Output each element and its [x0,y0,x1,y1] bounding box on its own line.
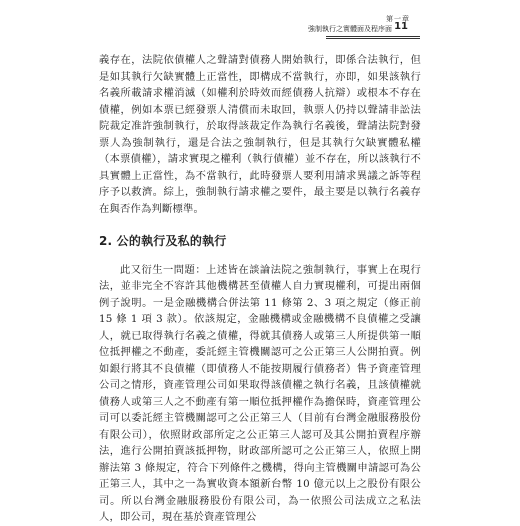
chapter-subtitle: 強制執行之實體面及程序面 [308,25,392,33]
section-heading: 2. 公的執行及私的執行 [99,234,227,248]
page-number: 11 [394,21,408,32]
chapter-label: 第一章 [386,15,410,23]
body-paragraph-1: 義存在，法院依債權人之聲請對債務人開始執行，即係合法執行，但是如其執行欠缺實體上正當性，即構成不當執行，亦即，如果該執行名義所載請求權消滅（如權利於時效而經債務人抗辯）或根本不存在債權，例如本票已經發票人清償而未取回，執票人仍持以聲請非訟法院裁定准許強制執行，於取得該裁定作為執行名義後，聲請法院對發票人為強制執行，還是合法之強制執行，但是其執行欠缺實體私權（本票債權），請求實現之權利（執行債權）並不存在，所以該執行不具實體上正當性，為不當執行，此時發票人要利用請求異議之訴等程序予以救濟。綜上，強制執行請求權之要件，最主要是以執行名義存在與否作為判斷標準。 [99,54,421,215]
header-rule [326,36,420,37]
body-paragraph-2: 此又衍生一問題：上述皆在談論法院之強制執行，事實上在現行法，並非完全不容許其他機構甚至債權人自力實現權利，可提出兩個例子說明。一是金融機構合併法第 11 條第 2、3 項之規定（修正前 15 條 1 項 3 款）。依該規定，金融機構或金融機構不良債權之受讓人，就已取得執行名義之債權，得就其債務人或第三人所提供第一順位抵押權之不動產，委託經主管機關認可之公正第三人公開拍賣。例如銀行將其不良債權（即債務人不能按期履行債務者）售予資產管理公司之情形，資產管理公司如果取得該債權之執行名義，且該債權就債務人或第三人之不動產有第一順位抵押權作為擔保時，資產管理公司可以委託經主管機關認可之公正第三人（目前有台灣金融服務股份有限公司），依照財政部所定之公正第三人認可及其公開拍賣程序辦法，進行公開拍賣該抵押物，財政部所認可之公正第三人，依照上開辦法第 3 條規定，符合下列條件之機構，得向主管機關申請認可為公正第三人，其中之一為實收資本額新台幣 10 億元以上之股份有限公司。所以台灣金融服務股份有限公司，為一依照公司法成立之私法人，即公司，現在基於資產管理公 [99,263,421,523]
page-header [0,14,520,44]
page-body [99,52,421,526]
header-rule-secondary [326,38,420,39]
